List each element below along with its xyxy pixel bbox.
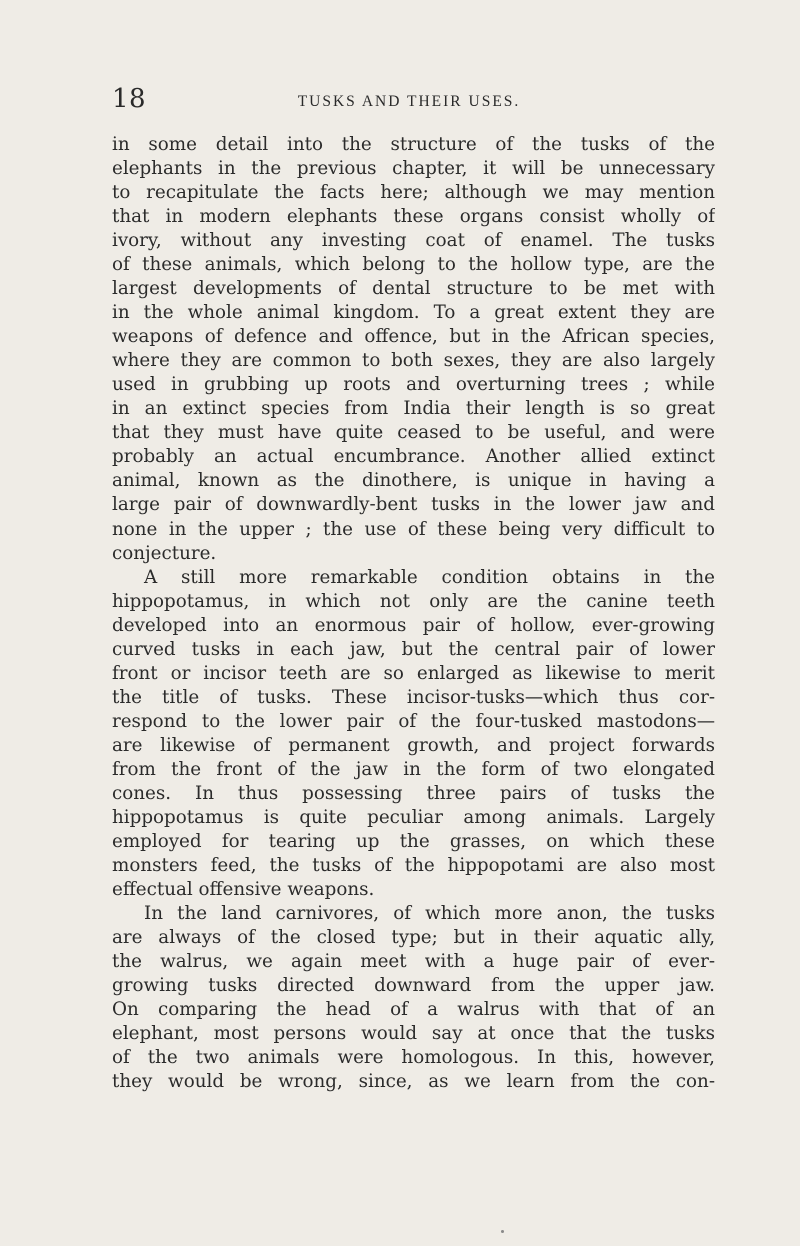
text-line: front or incisor teeth are so enlarged as likewise to merit (112, 662, 715, 684)
text-line: the walrus, we again meet with a huge pair of ever- (112, 951, 715, 973)
text-line: probably an actual encumbrance. Another allied extinct (112, 446, 715, 468)
text-line: in an extinct species from India their length is so great (112, 398, 715, 420)
text-line: On comparing the head of a walrus with that of an (112, 999, 715, 1021)
text-line: large pair of downwardly-bent tusks in the lower jaw and (112, 494, 715, 516)
running-title: TUSKS AND THEIR USES. (297, 93, 521, 110)
text-line: curved tusks in each jaw, but the central pair of lower (112, 638, 715, 660)
text-line: ivory, without any investing coat of enamel. The tusks (112, 230, 715, 252)
text-line: in the whole animal kingdom. To a great extent they are (112, 302, 715, 324)
text-line: employed for tearing up the grasses, on which these (112, 830, 715, 852)
text-line: elephant, most persons would say at once that the tusks (112, 1023, 715, 1045)
text-line: In the land carnivores, of which more anon, the tusks (144, 903, 715, 924)
text-line: largest developments of dental structure to be met with (112, 278, 715, 300)
text-line: are always of the closed type; but in their aquatic ally, (112, 927, 715, 949)
text-line: in some detail into the structure of the tusks of the (112, 134, 715, 155)
text-line: none in the upper ; the use of these being very difficult to (112, 518, 715, 540)
text-line: of these animals, which belong to the hollow type, are the (112, 254, 715, 276)
text-line: conjecture. (112, 542, 217, 564)
text-line: hippopotamus is quite peculiar among animals. Largely (112, 806, 715, 828)
text-line: they would be wrong, since, as we learn from the con- (112, 1071, 715, 1093)
text-line: A still more remarkable condition obtains in the (144, 566, 715, 588)
text-line: where they are common to both sexes, they are also largely (112, 350, 715, 372)
text-line: elephants in the previous chapter, it will be unnecessary (112, 158, 715, 180)
text-line: that in modern elephants these organs consist wholly of (112, 206, 715, 228)
text-line: from the front of the jaw in the form of two elongated (112, 758, 715, 780)
text-line: hippopotamus, in which not only are the canine teeth (112, 590, 715, 612)
text-line: growing tusks directed downward from the upper jaw. (112, 975, 715, 997)
text-line: used in grubbing up roots and overturning trees ; while (112, 374, 715, 396)
body-text (112, 133, 715, 1094)
text-line: that they must have quite ceased to be useful, and were (112, 422, 715, 444)
text-line: developed into an enormous pair of hollow, ever-growing (112, 614, 715, 636)
text-line: the title of tusks. These incisor-tusks—which thus cor- (112, 686, 715, 708)
page-number: 18 (112, 84, 147, 114)
text-line: effectual offensive weapons. (112, 878, 375, 900)
text-line: weapons of defence and offence, but in the African species, (112, 326, 715, 348)
text-line: respond to the lower pair of the four-tusked mastodons— (112, 710, 715, 732)
text-line: of the two animals were homologous. In this, however, (112, 1047, 715, 1069)
print-speck (501, 1230, 504, 1233)
text-line: monsters feed, the tusks of the hippopotami are also most (112, 854, 715, 876)
text-line: cones. In thus possessing three pairs of tusks the (112, 782, 715, 804)
text-line: to recapitulate the facts here; although we may mention (112, 182, 715, 204)
text-line: animal, known as the dinothere, is unique in having a (112, 470, 715, 492)
text-line: are likewise of permanent growth, and project forwards (112, 734, 715, 756)
